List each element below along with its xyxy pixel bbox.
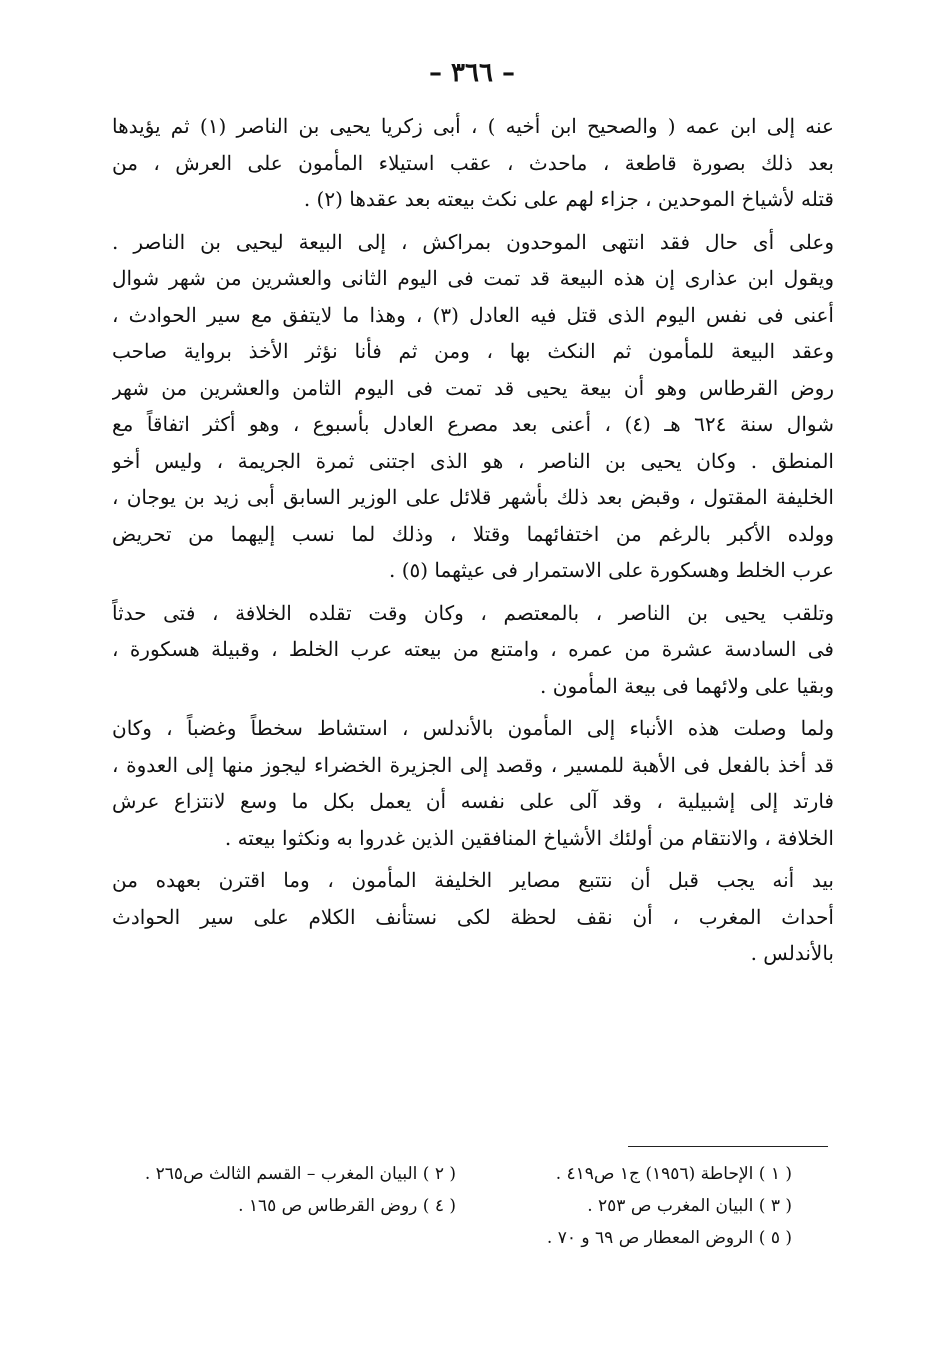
- text-line: وتلقب يحيى بن الناصر ، بالمعتصم ، وكان وقت تقلده الخلافة ، فتى حدثاً: [112, 600, 834, 625]
- text-line: عرب الخلط وهسكورة على الاستمرار فى عيثهما (٥) .: [388, 558, 834, 582]
- text-line: وعلى أى حال فقد انتهى الموحدون بمراكش ، إلى البيعة ليحيى بن الناصر .: [112, 229, 834, 254]
- text-line: فارتد إلى إشبيلية ، وقد آلى على نفسه أن يعمل بكل ما وسع لانتزاع عرش: [112, 789, 834, 813]
- text-line: شوال سنة ٦٢٤ هـ (٤) ، أعنى بعد مصرع العادل بأسبوع ، وهو أكثر اتفاقاً مع: [112, 412, 834, 436]
- text-line: قتله لأشياخ الموحدين ، جزاء لهم على نكث بيعته بعد عقدها (٢) .: [303, 187, 834, 211]
- footnote-row: [140, 1190, 792, 1222]
- paragraph: [112, 710, 834, 856]
- text-line: بالأندلس .: [750, 941, 834, 965]
- page-number: – ٣٦٦ –: [428, 58, 516, 88]
- text-line: وولده الأكبر بالرغم من اختفائهما وقتلا ، وذلك لما نسب إليهما من تحريض: [112, 521, 834, 546]
- text-line: المنطق . وكان يحيى بن الناصر ، هو الذى اجتنى ثمرة الجريمة ، وليس أخو: [112, 448, 834, 473]
- footnote-5: ( ٥ ) الروض المعطار ص ٦٩ و ٧٠ .: [546, 1228, 792, 1248]
- text-line: وعقد البيعة للمأمون ثم النكث بها ، ومن ثم فأنا نؤثر الأخذ برواية صاحب: [112, 339, 834, 363]
- text-line: وبقيا على ولائهما فى بيعة المأمون .: [540, 673, 834, 698]
- body-text: [112, 108, 834, 972]
- footnotes: [140, 1158, 792, 1254]
- text-line: قد أخذ بالفعل فى الأهبة للمسير ، وقصد إلى الجزيرة الخضراء ليجوز منها إلى العدوة ،: [112, 752, 834, 777]
- paragraph: [112, 862, 834, 972]
- footnote-4: ( ٤ ) روض القرطاس ص ١٦٥ .: [238, 1196, 456, 1216]
- text-line: الخليفة المقتول ، وقبض بعد ذلك بأشهر قلائل على الوزير السابق أبى زيد بن يوجان ،: [112, 485, 834, 509]
- footnote-2: ( ٢ ) البيان المغرب – القسم الثالث ص٢٦٥ .: [144, 1164, 456, 1184]
- text-line: أحداث المغرب ، أن نقف لحظة لكى نستأنف الكلام على سير الحوادث: [112, 904, 834, 929]
- text-line: روض القرطاس وهو أن بيعة يحيى قد تمت فى اليوم الثامن والعشرين من شهر: [112, 375, 834, 400]
- text-line: ولما وصلت هذه الأنباء إلى المأمون بالأندلس ، استشاط سخطاً وغضباً ، وكان: [112, 716, 834, 740]
- paragraph: [112, 595, 834, 705]
- text-line: بعد ذلك بصورة قاطعة ، ماحدث ، عقب استيلاء المأمون على العرش ، من: [112, 150, 834, 175]
- footnote-row: [140, 1158, 792, 1190]
- text-line: فى السادسة عشرة من عمره ، وامتنع من بيعته عرب الخلط ، وقبيلة هسكورة ،: [112, 637, 834, 661]
- text-line: بيد أنه يجب قبل أن نتتبع مصاير الخليفة المأمون ، وما اقترن بعهده من: [112, 868, 834, 892]
- footnote-row: [140, 1222, 792, 1254]
- paragraph: [112, 224, 834, 589]
- text-line: أعنى فى نفس اليوم الذى قتل فيه العادل (٣) ، وهذا ما لايتفق مع سير الحوادث ،: [112, 302, 834, 327]
- footnote-3: ( ٣ ) البيان المغرب ص ٢٥٣ .: [587, 1196, 792, 1216]
- text-line: عنه إلى ابن عمه ( والصحيح ابن أخيه ) ، أبى زكريا يحيى بن الناصر (١) ثم يؤيدها: [112, 114, 834, 138]
- paragraph: [112, 108, 834, 218]
- footnote-separator: [628, 1146, 828, 1147]
- text-line: ويقول ابن عذارى إن هذه البيعة قد تمت فى اليوم الثانى والعشرين من شهر شوال: [112, 266, 834, 290]
- text-line: الخلافة ، والانتقام من أولئك الأشياخ المنافقين الذين غدروا به ونكثوا بيعته .: [224, 825, 834, 850]
- footnote-1: ( ١ ) الإحاطة (١٩٥٦) ج١ ص٤١٩ .: [555, 1164, 792, 1184]
